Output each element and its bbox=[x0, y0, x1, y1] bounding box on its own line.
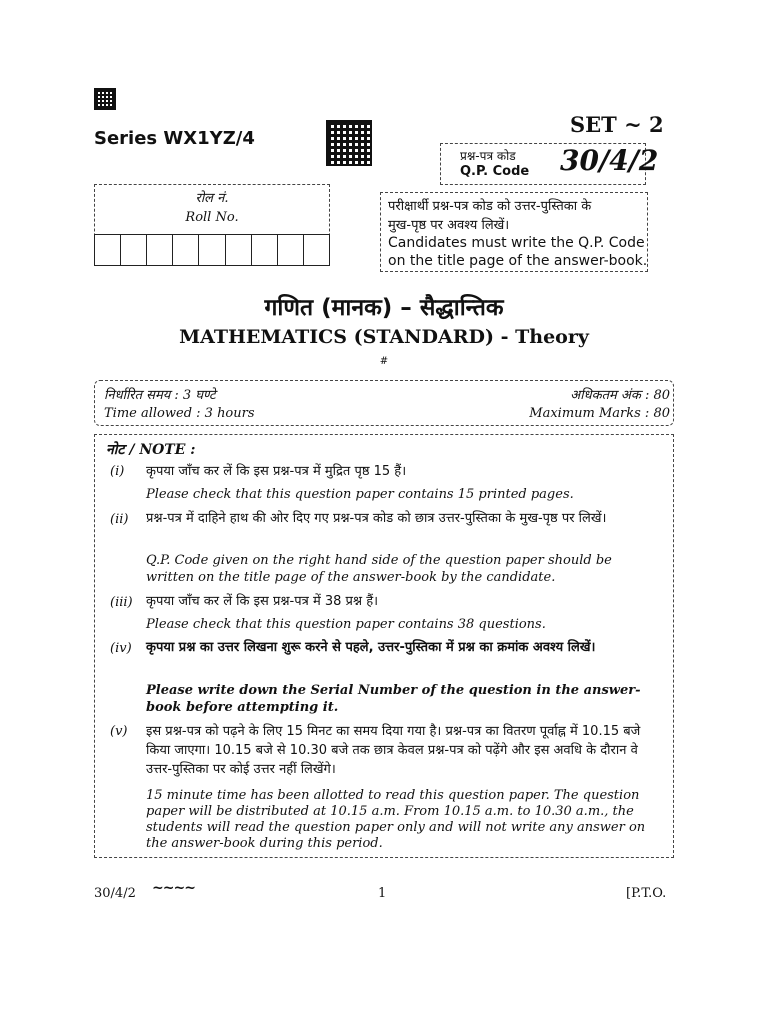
note-hindi: कृपया जाँच कर लें कि इस प्रश्न-पत्र में 38 प्रश्न हैं। bbox=[146, 594, 379, 609]
note-hindi: प्रश्न-पत्र में दाहिने हाथ की ओर दिए गए प्रश्न-पत्र कोड को छात्र उत्तर-पुस्तिका के मुख-पृष्ठ पर लिखें। bbox=[146, 511, 607, 526]
roll-number-cells[interactable] bbox=[94, 234, 330, 266]
instruction-english-line1: Candidates must write the Q.P. Code bbox=[388, 235, 645, 251]
note-english: Please check that this question paper contains 15 printed pages. bbox=[146, 487, 574, 502]
qr-code bbox=[326, 120, 372, 166]
maximum-marks: Maximum Marks : 80 bbox=[529, 406, 670, 421]
instruction-english-line2: on the title page of the answer-book. bbox=[388, 253, 648, 269]
note-english: Q.P. Code given on the right hand side of the question paper should be written on the title page of the answer-book by the candidate. bbox=[146, 553, 612, 585]
title-english: MATHEMATICS (STANDARD) - Theory bbox=[179, 326, 589, 348]
qp-code-label: Q.P. Code bbox=[460, 164, 530, 179]
note-hindi: कृपया प्रश्न का उत्तर लिखना शुरू करने से पहले, उत्तर-पुस्तिका में प्रश्न का क्रमांक अवश्य लिखें। bbox=[146, 640, 596, 655]
roll-cell[interactable] bbox=[226, 234, 252, 266]
roll-cell[interactable] bbox=[147, 234, 173, 266]
page-number: 1 bbox=[378, 886, 387, 901]
pto-label: [P.T.O. bbox=[626, 886, 667, 901]
footer-wave-mark: ~~~~ bbox=[152, 880, 195, 896]
title-hindi: गणित (मानक) – सैद्धान्तिक bbox=[264, 295, 504, 321]
roll-label: Roll No. bbox=[185, 210, 239, 225]
roll-cell[interactable] bbox=[252, 234, 278, 266]
instruction-hindi-line1: परीक्षार्थी प्रश्न-पत्र कोड को उत्तर-पुस्तिका के bbox=[388, 199, 592, 214]
roll-cell[interactable] bbox=[304, 234, 330, 266]
note-number: (iii) bbox=[110, 595, 133, 610]
roll-cell[interactable] bbox=[173, 234, 199, 266]
footer-code: 30/4/2 bbox=[94, 886, 136, 901]
roll-cell[interactable] bbox=[278, 234, 304, 266]
note-english: Please write down the Serial Number of the question in the answer-book before attempting it. bbox=[146, 683, 641, 715]
note-english: 15 minute time has been allotted to read this question paper. The question paper will be distributed at 10.15 a.m. From 10.15 a.m. to 10.30 a.m., the students will read the question paper only and will not write any answer on the answer-book during this period. bbox=[146, 788, 646, 851]
instruction-hindi-line2: मुख-पृष्ठ पर अवश्य लिखें। bbox=[388, 218, 510, 233]
series-label: Series WX1YZ/4 bbox=[94, 128, 255, 149]
note-number: (ii) bbox=[110, 512, 129, 527]
qp-code-label-hindi: प्रश्न-पत्र कोड bbox=[460, 149, 516, 163]
note-hindi: इस प्रश्न-पत्र को पढ़ने के लिए 15 मिनट का समय दिया गया है। प्रश्न-पत्र का वितरण पूर्वाह्न में 10.15 बजे किया जाएगा। 10.15 बजे से 10.30 बजे तक छात्र केवल प्रश्न-पत्र को पढ़ेंगे और इस अवधि के दौरान वे उत्तर-पुस्तिका पर कोई उत्तर नहीं लिखेंगे। bbox=[146, 724, 641, 777]
roll-label-hindi: रोल नं. bbox=[195, 191, 229, 206]
set-label: SET ~ 2 bbox=[570, 112, 664, 137]
qp-code-value: 30/4/2 bbox=[560, 144, 659, 177]
hash-mark: # bbox=[379, 356, 389, 367]
roll-cell[interactable] bbox=[121, 234, 147, 266]
note-number: (v) bbox=[110, 724, 128, 739]
roll-cell[interactable] bbox=[94, 234, 121, 266]
time-allowed: Time allowed : 3 hours bbox=[104, 406, 255, 421]
note-number: (i) bbox=[110, 464, 125, 479]
note-hindi: कृपया जाँच कर लें कि इस प्रश्न-पत्र में मुद्रित पृष्ठ 15 हैं। bbox=[146, 464, 407, 479]
note-english: Please check that this question paper contains 38 questions. bbox=[146, 617, 546, 632]
qr-code-small bbox=[94, 88, 116, 110]
roll-cell[interactable] bbox=[199, 234, 225, 266]
notes-heading: नोट / NOTE : bbox=[106, 442, 196, 458]
note-number: (iv) bbox=[110, 641, 132, 656]
time-allowed-hindi: निर्धारित समय : 3 घण्टे bbox=[104, 388, 216, 403]
maximum-marks-hindi: अधिकतम अंक : 80 bbox=[570, 388, 670, 403]
